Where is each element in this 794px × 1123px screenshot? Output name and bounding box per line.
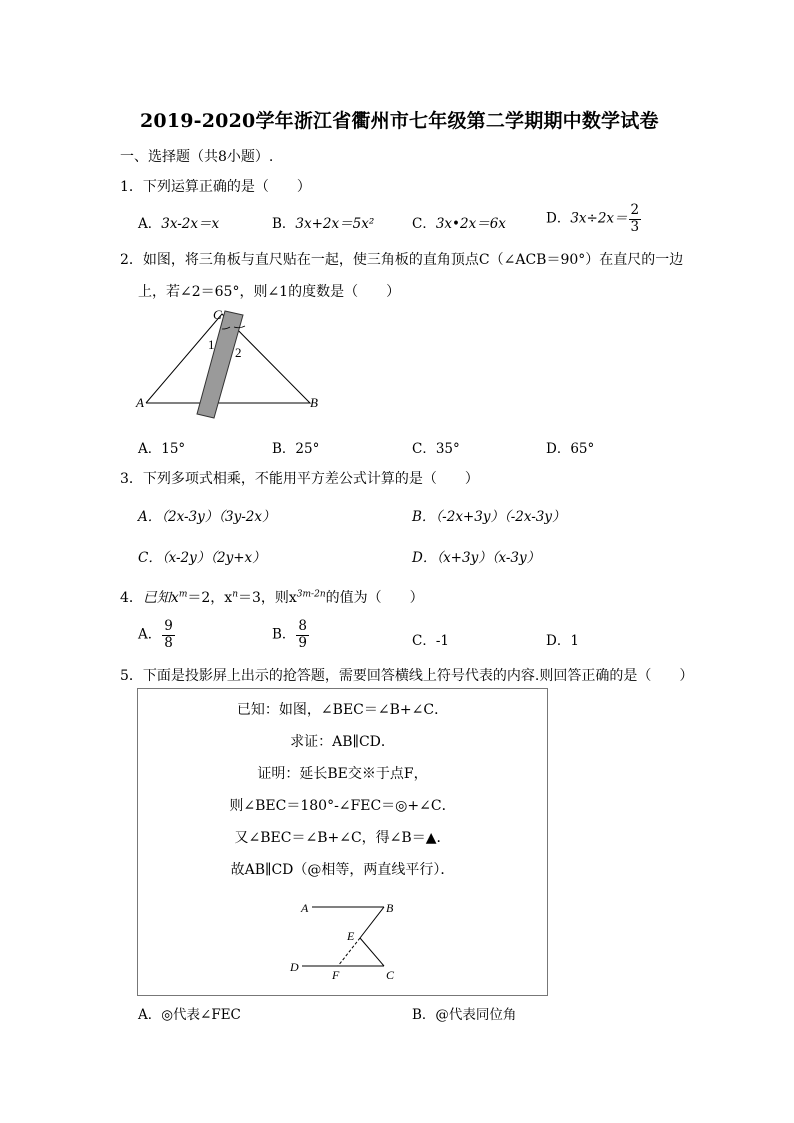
- question-stem: 下列运算正确的是（ ）: [142, 179, 311, 195]
- label-f: F: [332, 968, 340, 982]
- q3-option-a[interactable]: A．（2x-3y）（3y-2x）: [138, 509, 276, 525]
- q3-option-c[interactable]: C．（x-2y）（2y+x）: [138, 550, 266, 566]
- exponent-n: n: [232, 589, 238, 600]
- q2-option-b[interactable]: B．25°: [272, 441, 320, 457]
- q4-option-b[interactable]: [272, 620, 310, 650]
- q1-option-d[interactable]: [546, 204, 642, 234]
- fraction-denominator: 9: [298, 634, 308, 651]
- q5-option-b[interactable]: B．@代表同位角: [412, 1007, 517, 1023]
- box-line-proof-2: 则∠BEC＝180°-∠FEC＝◎+∠C．: [229, 798, 456, 814]
- question-number: 4．: [120, 590, 143, 606]
- question-1: [120, 176, 311, 196]
- q4-option-c[interactable]: C．-1: [412, 633, 449, 649]
- line-be: [360, 907, 384, 938]
- box-line-prove: 求证：AB∥CD．: [290, 734, 395, 750]
- q1-option-b[interactable]: [272, 212, 374, 232]
- q2-option-d[interactable]: D．65°: [546, 441, 595, 457]
- label-a: A: [136, 395, 144, 410]
- fraction-numerator: 8: [298, 618, 308, 634]
- question-number: 1．: [120, 179, 143, 195]
- q4-option-a[interactable]: [138, 620, 176, 650]
- label-c: C: [213, 307, 222, 322]
- label-b: B: [310, 395, 318, 410]
- option-text: 3x÷2x＝: [570, 210, 628, 227]
- fraction-denominator: 8: [164, 634, 173, 651]
- option-label: A．: [138, 216, 162, 232]
- option-label: A．: [138, 626, 162, 643]
- label-c: C: [386, 968, 395, 982]
- q2-option-a[interactable]: A．15°: [138, 441, 186, 457]
- section-header: 一、选择题（共8小题）.: [120, 149, 274, 165]
- exponent-m: m: [178, 589, 188, 600]
- option-text: 3x•2x＝6x: [435, 216, 506, 232]
- line-ec: [360, 938, 384, 966]
- stem-part: ＝3，则x: [237, 590, 297, 606]
- question-stem: 如图，将三角板与直尺贴在一起，使三角板的直角顶点C（∠ACB＝90°）在直尺的一边: [142, 252, 684, 268]
- triangle-ruler-figure: [130, 306, 330, 422]
- label-angle-2: 2: [235, 345, 242, 360]
- option-text: 3x-2x＝x: [161, 216, 220, 232]
- q2-option-c[interactable]: C．35°: [412, 441, 460, 457]
- question-number: 2．: [120, 252, 143, 268]
- q1-option-a[interactable]: [138, 212, 219, 232]
- stem-part: 已知x: [142, 590, 179, 606]
- question-number: 3．: [120, 471, 143, 487]
- question-5: [120, 665, 693, 685]
- stem-part: ＝2，x: [187, 590, 233, 606]
- question-2-line-1: [120, 249, 683, 269]
- question-3: [120, 468, 479, 488]
- stem-part: 的值为（ ）: [325, 590, 424, 606]
- question-stem: 下列多项式相乘，不能用平方差公式计算的是（ ）: [142, 471, 479, 487]
- q4-option-d[interactable]: D．1: [546, 633, 579, 649]
- option-label: C．: [412, 216, 436, 232]
- option-label: B．: [272, 626, 296, 643]
- option-label: D．: [546, 210, 571, 227]
- label-b: B: [386, 901, 394, 915]
- fraction-denominator: 3: [630, 218, 640, 235]
- ruler-strip: [197, 311, 243, 418]
- q3-option-b[interactable]: B．（-2x+3y）（-2x-3y）: [412, 509, 566, 525]
- box-line-proof-4: 故AB∥CD（@相等，两直线平行）．: [230, 862, 455, 878]
- label-angle-1: 1: [208, 337, 215, 352]
- fraction-numerator: 2: [630, 202, 640, 218]
- question-number: 5．: [120, 668, 143, 684]
- box-line-proof-1: 证明：延长BE交※于点F，: [257, 766, 428, 782]
- option-text: 3x+2x＝5x²: [295, 216, 375, 232]
- question-stem: 下面是投影屏上出示的抢答题，需要回答横线上符号代表的内容.则回答正确的是（ ）: [142, 668, 694, 684]
- exponent-expression: 3m-2n: [296, 589, 326, 600]
- q5-option-a[interactable]: A．◎代表∠FEC: [138, 1007, 241, 1023]
- label-a: A: [301, 901, 309, 915]
- box-line-given: 已知：如图，∠BEC＝∠B+∠C．: [236, 702, 449, 718]
- parallel-lines-figure: [288, 893, 408, 983]
- box-line-proof-3: 又∠BEC＝∠B+∠C，得∠B＝▲．: [234, 830, 451, 846]
- label-e: E: [347, 929, 355, 943]
- q1-option-c[interactable]: [412, 212, 506, 232]
- projection-box: [137, 688, 548, 996]
- option-label: B．: [272, 216, 296, 232]
- label-d: D: [290, 960, 299, 974]
- q3-option-d[interactable]: D．（x+3y）（x-3y）: [412, 550, 541, 566]
- question-4: [120, 587, 424, 607]
- paper-title: 2019-2020学年浙江省衢州市七年级第二学期期中数学试卷: [140, 110, 659, 132]
- question-2-line-2: 上，若∠2＝65°，则∠1的度数是（ ）: [138, 284, 401, 300]
- fraction-numerator: 9: [164, 618, 173, 634]
